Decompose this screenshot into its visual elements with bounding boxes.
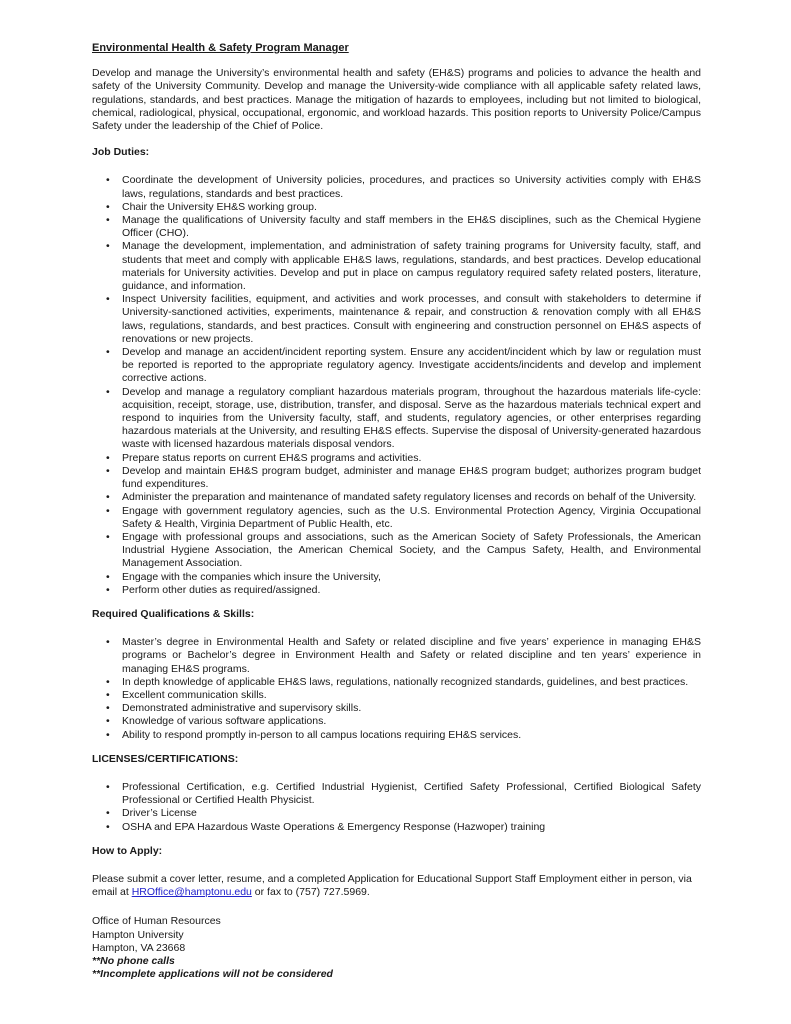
- section-heading-job-duties: Job Duties:: [92, 146, 150, 159]
- apply-paragraph: [92, 873, 701, 899]
- list-item: • Engage with the companies which insure the University,: [92, 571, 701, 584]
- intro-paragraph: Develop and manage the University’s environmental health and safety (EH&S) programs and policies to advance the health and safety of the University Community. Develop and manage the University-wide compliance with all applicable safety related laws, regulations, standards, and best practices. Manage the mitigation of hazards to employees, including but not limited to biological, chemical, radiological, physical, occupational, ergonomic, and workload hazards. This position reports to University Police/Campus Safety under the leadership of the Chief of Police.: [92, 67, 701, 133]
- list-item: • Coordinate the development of University policies, procedures, and practices so University activities comply with EH&S laws, regulations, standards and best practices.: [92, 174, 701, 200]
- job-duties-list: [92, 174, 701, 597]
- list-item: • Professional Certification, e.g. Certified Industrial Hygienist, Certified Safety Professional, Certified Biological Safety Professional or Certified Health Physicist.: [92, 781, 701, 807]
- list-item: • In depth knowledge of applicable EH&S laws, regulations, nationally recognized standards, guidelines, and best practices.: [92, 676, 701, 689]
- list-item: • Driver’s License: [92, 807, 701, 820]
- list-item: • Excellent communication skills.: [92, 689, 701, 702]
- list-item: • Knowledge of various software applications.: [92, 715, 701, 728]
- section-heading-qualifications: Required Qualifications & Skills:: [92, 607, 255, 620]
- qualifications-list: [92, 636, 701, 742]
- list-item: • Inspect University facilities, equipment, and activities and work processes, and consult with stakeholders to determine if University-sanctioned activities, experiments, maintenance & repair, and construction & renovation comply with all EH&S laws, regulations, standards, and best practices. Consult with engineering and construction personnel on EH&S aspects of renovations or new projects.: [92, 293, 701, 346]
- list-item: • OSHA and EPA Hazardous Waste Operations & Emergency Response (Hazwoper) training: [92, 821, 701, 834]
- note-no-phone-calls: **No phone calls: [92, 954, 175, 967]
- list-item: • Develop and manage a regulatory compliant hazardous materials program, throughout the hazardous materials life-cycle: acquisition, receipt, storage, use, distribution, transfer, and disposal. Serve as the hazardous materials technical expert and respond to inquiries from the University faculty, staff, and students, regulatory agencies, or other enterprises regarding hazardous materials at the University, and resulting EH&S effects. Supervise the disposal of University-generated hazardous waste with licensed hazardous materials disposal vendors.: [92, 386, 701, 452]
- list-item: • Ability to respond promptly in-person to all campus locations requiring EH&S services.: [92, 729, 701, 742]
- list-item: • Administer the preparation and maintenance of mandated safety regulatory licenses and records on behalf of the University.: [92, 491, 701, 504]
- contact-address: Hampton, VA 23668: [92, 941, 186, 954]
- list-item: • Master’s degree in Environmental Health and Safety or related discipline and five years’ experience in managing EH&S programs or Bachelor’s degree in Environment Health and Safety or related discipline and ten years’ experience in managing EH&S programs.: [92, 636, 701, 676]
- list-item: • Prepare status reports on current EH&S programs and activities.: [92, 452, 701, 465]
- email-link[interactable]: HROffice@hamptonu.edu: [131, 886, 252, 899]
- contact-org: Office of Human Resources: [92, 915, 221, 928]
- apply-text-before: Please submit a cover letter, resume, and a completed Application for Educational Support Staff Employment either in person, via email at: [92, 872, 692, 899]
- list-item: • Chair the University EH&S working group.: [92, 201, 701, 214]
- apply-text-after: or fax to (757) 727.5969.: [251, 886, 370, 899]
- list-item: • Manage the development, implementation, and administration of safety training programs for University faculty, staff, and students that meet and comply with applicable EH&S laws, regulations, standards, and best practices. Develop educational materials for University activities. Develop and put in place on campus regulatory required safety related posters, literature, guidance, and information.: [92, 240, 701, 293]
- section-heading-how-to-apply: How to Apply:: [92, 844, 163, 857]
- list-item: • Engage with government regulatory agencies, such as the U.S. Environmental Protection Agency, Virginia Occupational Safety & Health, Virginia Department of Public Health, etc.: [92, 505, 701, 531]
- list-item: • Develop and maintain EH&S program budget, administer and manage EH&S program budget; authorizes program budget fund expenditures.: [92, 465, 701, 491]
- list-item: • Engage with professional groups and associations, such as the American Society of Safety Professionals, the American Industrial Hygiene Association, the American Chemical Society, and the Campus Safety, Health, and Environmental Management Association.: [92, 531, 701, 571]
- licenses-list: [92, 781, 701, 834]
- contact-university: Hampton University: [92, 928, 184, 941]
- list-item: • Manage the qualifications of University faculty and staff members in the EH&S disciplines, such as the Chemical Hygiene Officer (CHO).: [92, 214, 701, 240]
- list-item: • Develop and manage an accident/incident reporting system. Ensure any accident/incident which by law or regulation must be reported is reported to the appropriate regulatory agency. Investigate accidents/incidents and develop and implement corrective actions.: [92, 346, 701, 386]
- page-title: Environmental Health & Safety Program Manager: [92, 42, 349, 54]
- section-heading-licenses: LICENSES/CERTIFICATIONS:: [92, 752, 239, 765]
- contact-block: [92, 915, 701, 981]
- note-incomplete-applications: **Incomplete applications will not be considered: [92, 968, 333, 981]
- list-item: • Perform other duties as required/assigned.: [92, 584, 701, 597]
- list-item: • Demonstrated administrative and supervisory skills.: [92, 702, 701, 715]
